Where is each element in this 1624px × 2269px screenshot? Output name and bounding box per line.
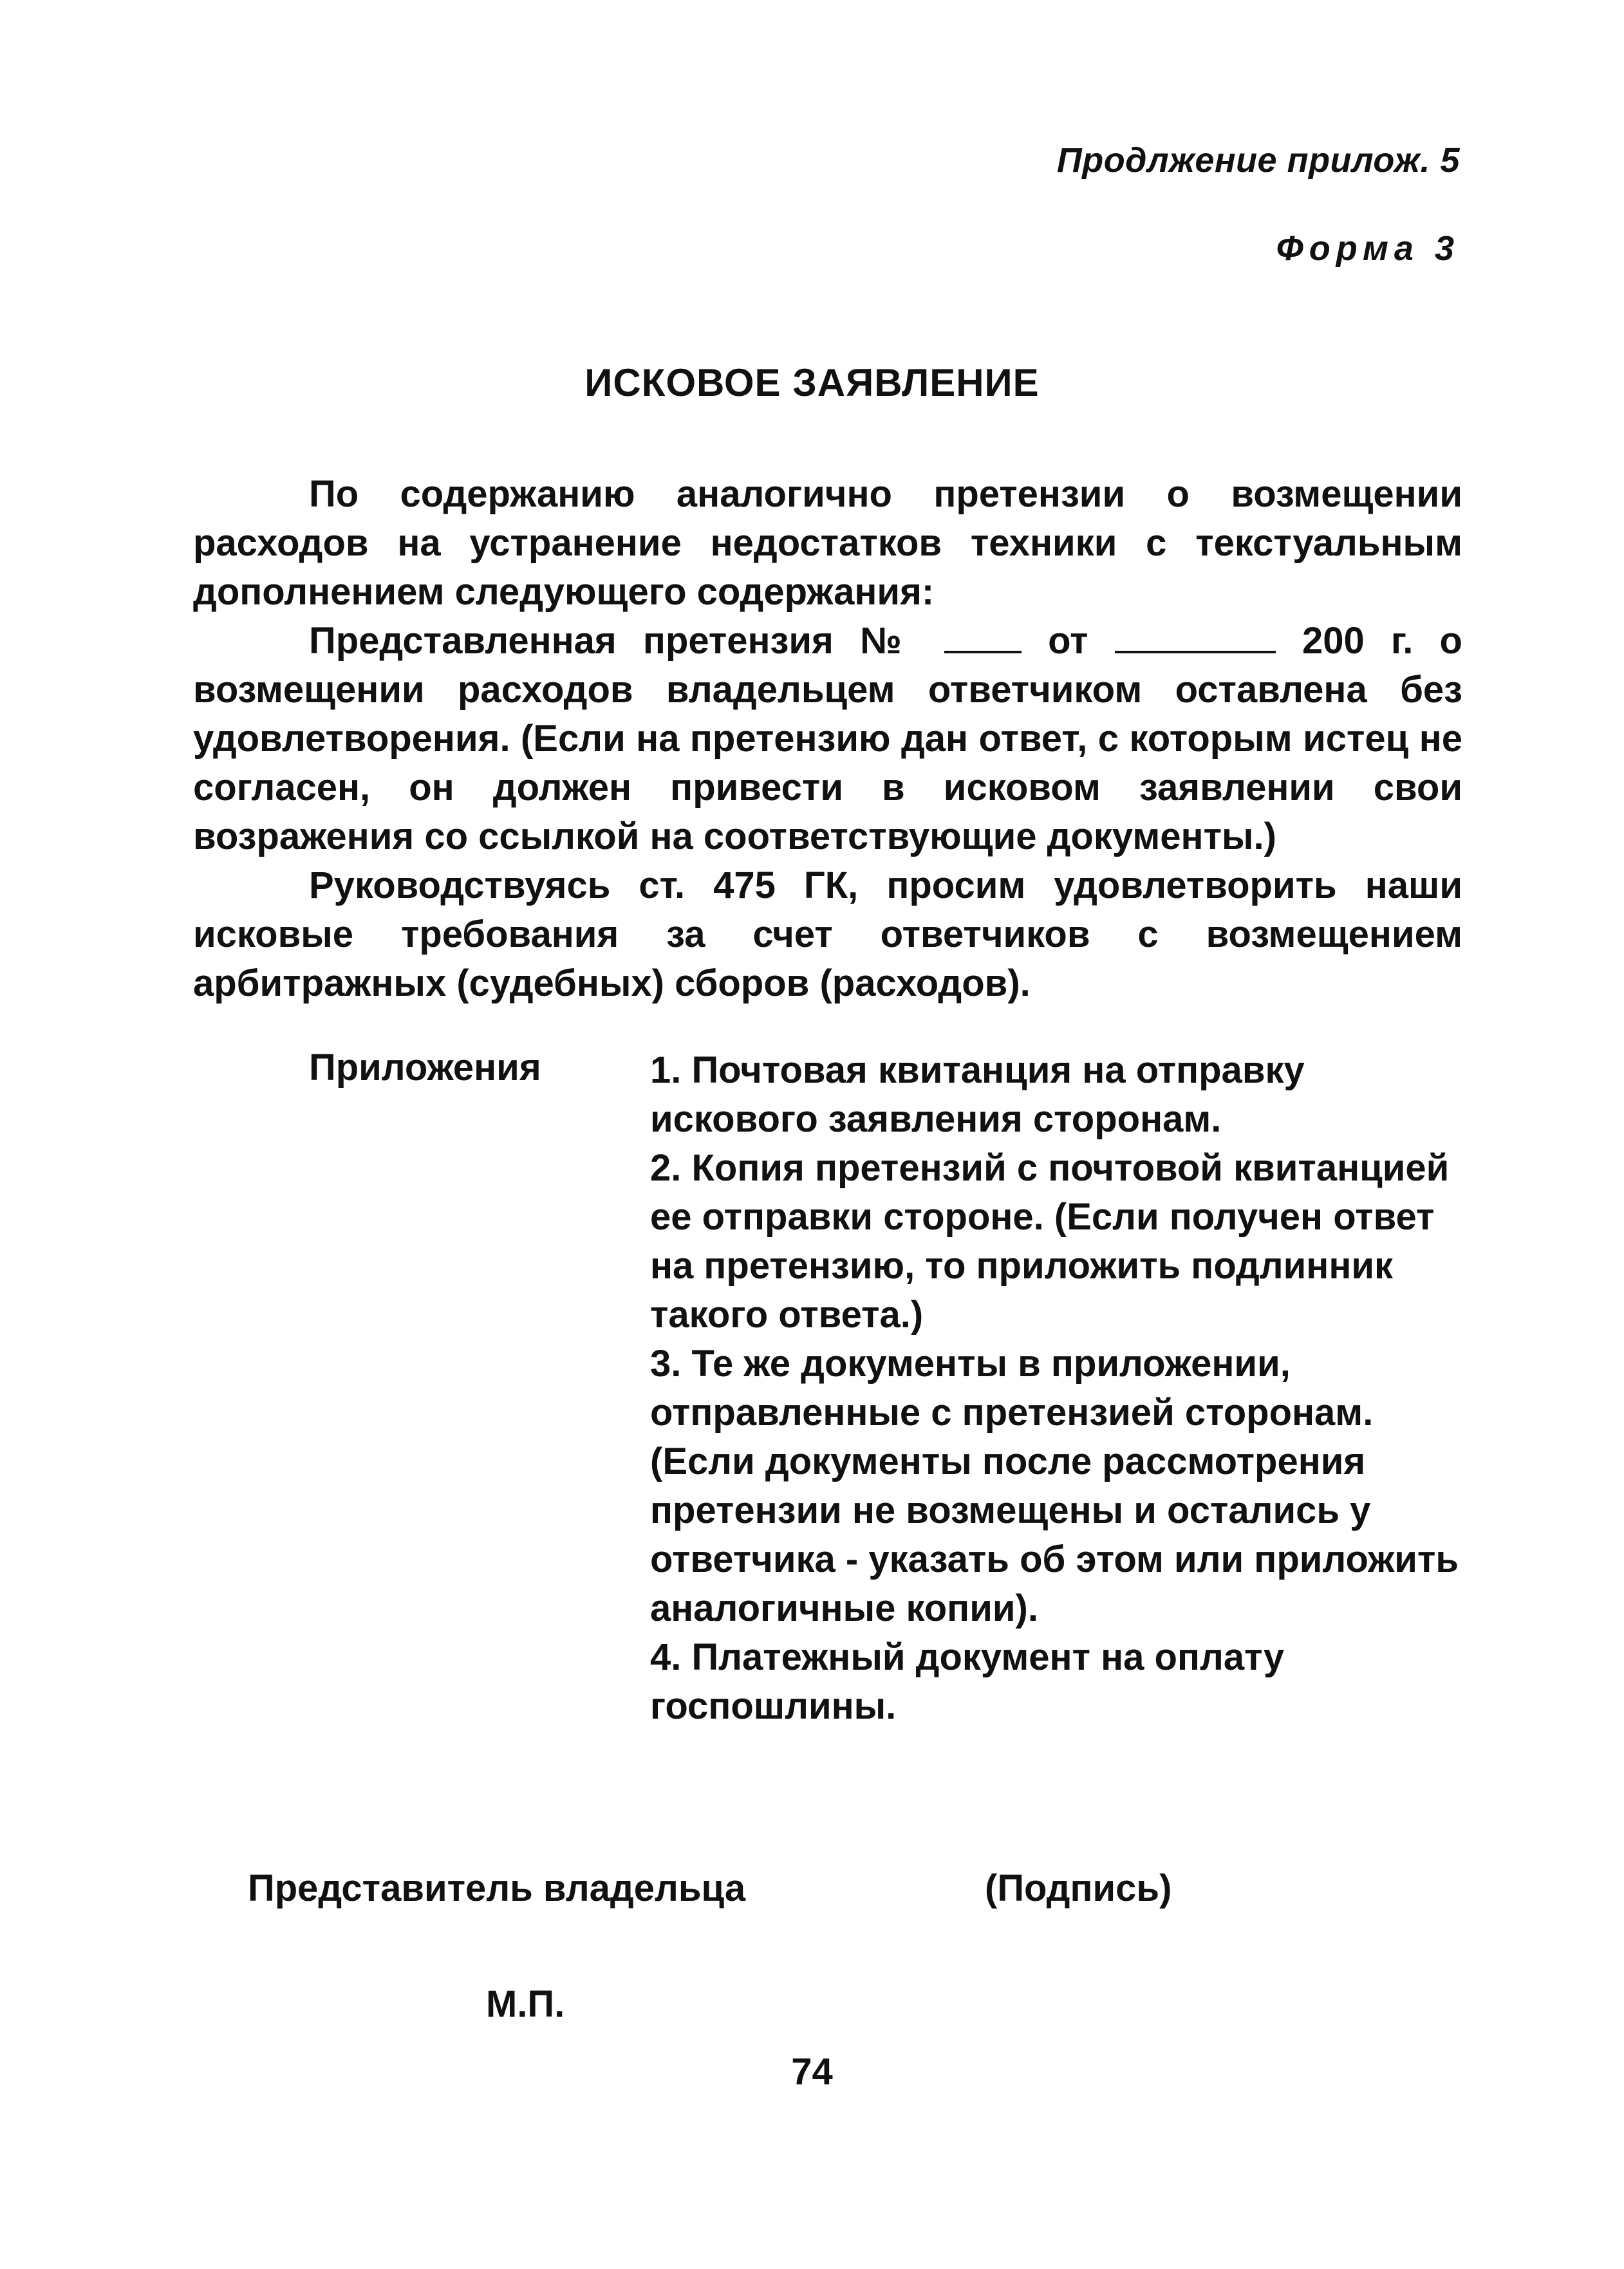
claim-rest: г. о возмещении расходов владельцем ответчиком оставлена без удовлетворения. (Если на претензию дан ответ, с которым истец не согласен, он должен привести в исковом заявлении свои возражения со ссылкой на соответствующие документы.): [193, 620, 1462, 857]
claim-paragraph: [193, 617, 1462, 861]
attachment-item: 2. Копия претензий с почтовой квитанцией ее отправки стороне. (Если получен ответ на претензию, то приложить подлинник такого ответа.): [650, 1147, 1450, 1336]
attachment-item: 4. Платежный документ на оплату госпошлины.: [650, 1636, 1285, 1727]
attachments-list: [650, 1046, 1461, 1731]
signature-placeholder: (Подпись): [985, 1867, 1172, 1909]
claim-date-blank: [1115, 619, 1276, 653]
attachment-item: 1. Почтовая квитанция на отправку искового заявления сторонам.: [650, 1049, 1305, 1140]
from-word: от: [1048, 620, 1088, 662]
intro-paragraph: По содержанию аналогично претензии о возмещении расходов на устранение недостатков техники с текстуальным дополнением следующего содержания:: [193, 473, 1462, 613]
statement-body: [193, 470, 1462, 1008]
request-paragraph: Руководствуясь ст. 475 ГК, просим удовлетворить наши исковые требования за счет ответчиков с возмещением арбитражных (судебных) сборов (расходов).: [193, 864, 1462, 1004]
appendix-continuation: Продлжение прилож. 5: [1056, 141, 1460, 180]
claim-prefix: Представленная претензия №: [309, 620, 918, 662]
document-title: ИСКОВОЕ ЗАЯВЛЕНИЕ: [584, 361, 1040, 404]
year-text: 200: [1302, 620, 1365, 662]
form-number: Форма 3: [1276, 229, 1460, 268]
page-number: 74: [791, 2051, 833, 2093]
attachments-label: Приложения: [309, 1047, 541, 1088]
claim-number-blank: [944, 619, 1022, 653]
stamp-place-label: М.П.: [486, 1983, 565, 2025]
attachment-item: 3. Те же документы в приложении, отправленные с претензией сторонам. (Если документы после рассмотрения претензии не возмещены и остались у ответчика - указать об этом или приложить аналогичные копии).: [650, 1343, 1459, 1629]
representative-label: Представитель владельца: [248, 1867, 746, 1909]
